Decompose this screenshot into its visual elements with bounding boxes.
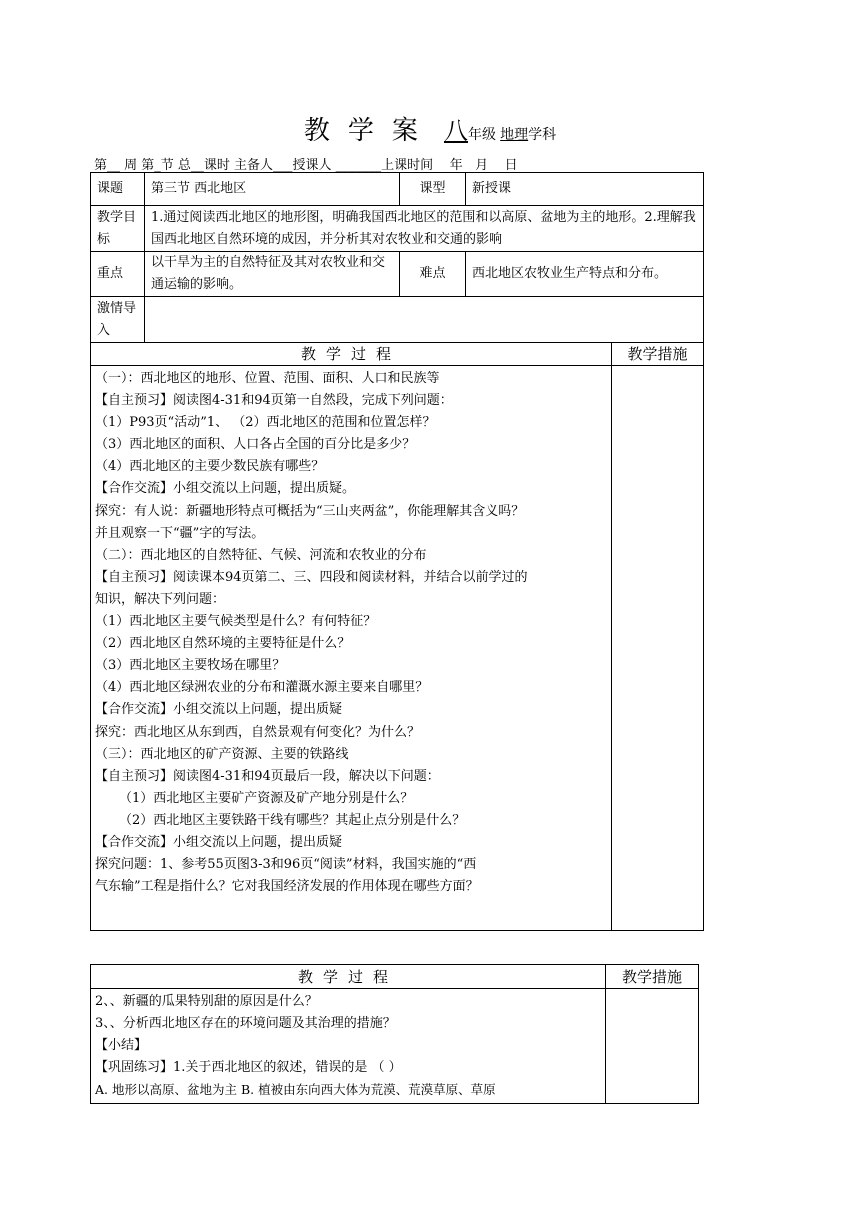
process-line: （2）西北地区自然环境的主要特征是什么？ (95, 636, 351, 652)
title-main: 教学案 (303, 116, 436, 146)
type-label: 课型 (400, 173, 466, 206)
process-table (90, 342, 704, 931)
process-header-2: 教学过程 (91, 965, 606, 989)
topic-label: 课题 (91, 173, 145, 206)
process-line: （一）：西北地区的地形、位置、范围、面积、人口和民族等 (95, 371, 440, 386)
difficult-value: 西北地区农牧业生产特点和分布。 (466, 252, 704, 297)
process-line: （1）西北地区主要矿产资源及矿产地分别是什么？ (119, 790, 414, 806)
key-value: 以干旱为主的自然特征及其对农牧业和交通运输的影响。 (145, 252, 400, 297)
process-line: 【自主预习】阅读图4-31和94页最后一段，解决以下问题： (95, 768, 440, 784)
document-title (0, 110, 860, 147)
goals-value: 1.通过阅读西北地区的地形图，明确我国西北地区的范围和以高原、盆地为主的地形。2.理解我国西北地区自然环境的成因，并分析其对农牧业和交通的影响 (145, 206, 704, 252)
process-line: 探究：西北地区从东到西，自然景观有何变化？为什么？ (95, 724, 421, 740)
process-line: 并且观察一下“疆”字的写法。 (95, 525, 265, 541)
lesson-info-line: 第__ 周 第_节 总__课时 主备人___授课人 _______上课时间 年 月 日 (94, 158, 518, 173)
process-header: 教学过程 (91, 343, 612, 366)
type-value: 新授课 (466, 173, 704, 206)
process-line: （2）西北地区主要铁路干线有哪些？其起止点分别是什么？ (119, 812, 466, 828)
process-line: （1）P93页“活动”1、 （2）西北地区的范围和位置怎样？ (95, 415, 436, 431)
process-line: 3、、分析西北地区存在的环境问题及其治理的措施？ (95, 1016, 396, 1032)
measures-header: 教学措施 (612, 343, 704, 366)
process-content (91, 366, 612, 931)
process-line: （二）：西北地区的自然特征、气候、河流和农牧业的分布 (95, 547, 427, 563)
title-grade: 八 (444, 117, 468, 145)
title-subject: 地理 (500, 127, 529, 143)
topic-value: 第三节 西北地区 (145, 173, 400, 206)
goals-label: 教学目标 (91, 206, 145, 252)
process-line: 气东输”工程是指什么？它对我国经济发展的作用体现在哪些方面？ (95, 879, 479, 895)
process-line: 探究：有人说：新疆地形特点可概括为“三山夹两盆”，你能理解其含义吗？ (95, 503, 525, 519)
key-label: 重点 (91, 252, 145, 297)
measures-cell-2 (606, 989, 699, 1104)
process-line: 探究问题：1、参考55页图3-3和96页“阅读”材料，我国实施的“西 (95, 857, 477, 873)
process-line: （4）西北地区绿洲农业的分布和灌溉水源主要来自哪里？ (95, 680, 429, 696)
process-line: 2、、新疆的瓜果特别甜的原因是什么？ (95, 994, 318, 1009)
process-line: 【巩固练习】1.关于西北地区的叙述，错误的是 （ ） (95, 1060, 402, 1076)
process-line: 【小结】 (95, 1038, 148, 1054)
process-line: （三）：西北地区的矿产资源、主要的铁路线 (95, 746, 349, 762)
intro-label: 激情导入 (91, 297, 145, 343)
process-content-2 (91, 989, 606, 1104)
process-line: （4）西北地区的主要少数民族有哪些？ (95, 459, 325, 475)
process-line: 【自主预习】阅读课本94页第二、三、四段和阅读材料，并结合以前学过的 (95, 569, 528, 585)
lesson-header-table (90, 172, 704, 343)
title-subject-suffix: 学科 (528, 127, 557, 143)
title-grade-suffix: 年级 (468, 127, 496, 143)
process-line: 知识，解决下列问题： (95, 591, 226, 607)
process-line: （3）西北地区主要牧场在哪里？ (95, 658, 286, 674)
measures-header-2: 教学措施 (606, 965, 699, 989)
difficult-label: 难点 (400, 252, 466, 297)
process-line: A. 地形以高原、盆地为主 B. 植被由东向西大体为荒漠、荒漠草原、草原 (95, 1082, 496, 1098)
measures-cell (612, 366, 704, 931)
process-line: （1）西北地区主要气候类型是什么？有何特征？ (95, 614, 377, 630)
process-line: 【合作交流】小组交流以上问题，提出质疑 (95, 702, 343, 718)
process-table-2 (90, 964, 699, 1104)
intro-value (145, 297, 704, 343)
process-line: 【自主预习】阅读图4-31和94页第一自然段，完成下列问题： (95, 393, 453, 409)
process-line: （3）西北地区的面积、人口各占全国的百分比是多少？ (95, 437, 416, 453)
process-line: 【合作交流】小组交流以上问题，提出质疑。 (95, 481, 356, 497)
process-line: 【合作交流】小组交流以上问题，提出质疑 (95, 834, 343, 850)
